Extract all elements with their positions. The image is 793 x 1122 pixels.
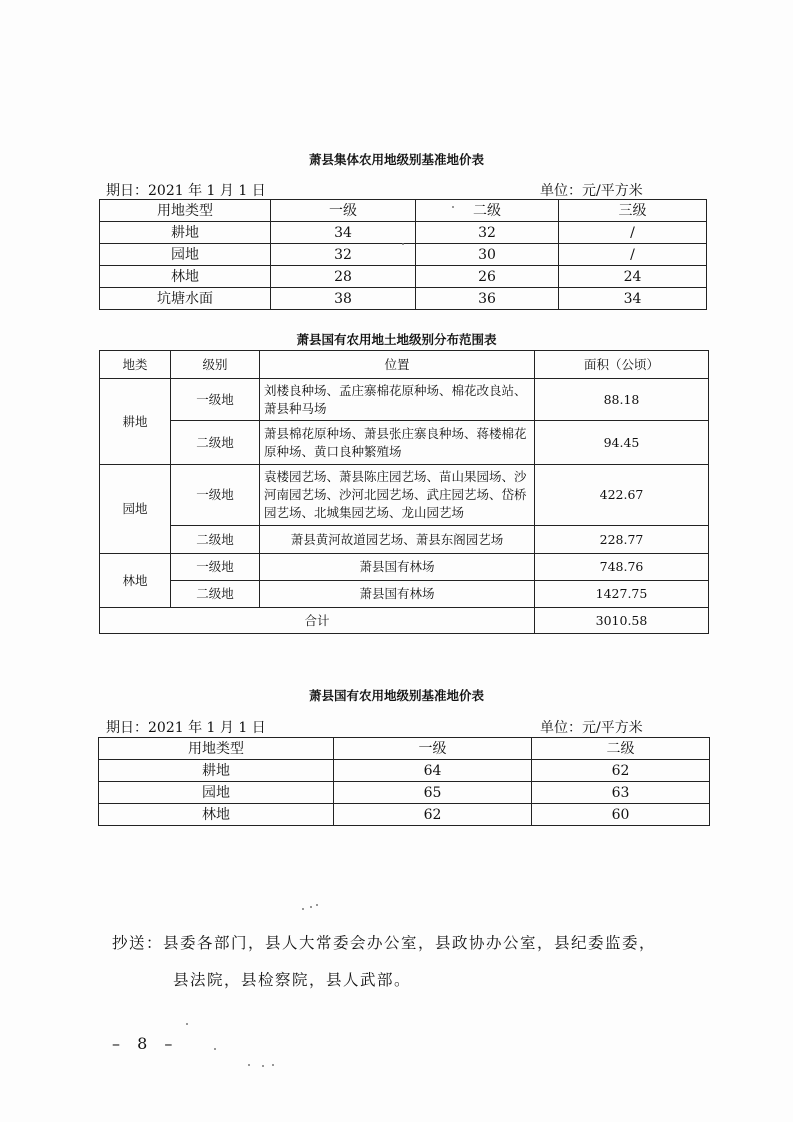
location-cell: 萧县国有林场 (260, 554, 535, 581)
table1 (99, 199, 707, 310)
scan-speck (186, 1023, 188, 1025)
table1-unit: 单位：元/平方米 (540, 183, 643, 199)
table-cell: 26 (416, 266, 559, 288)
table-cell: 30 (416, 244, 559, 266)
table-cell: 32 (271, 244, 416, 266)
table-cell: 60 (532, 804, 710, 826)
table-cell: 36 (416, 288, 559, 310)
scan-speck (262, 1065, 264, 1067)
scan-speck (272, 1064, 274, 1066)
table-row (100, 266, 707, 288)
area-cell: 748.76 (535, 554, 709, 581)
table2-header-row (100, 351, 709, 379)
table-cell: 64 (334, 760, 532, 782)
table-cell: 园地 (100, 244, 271, 266)
table2-header: 地类 (100, 351, 171, 379)
scan-speck (248, 1064, 250, 1066)
area-cell: 228.77 (535, 526, 709, 554)
table3-header-row (99, 738, 710, 760)
table-row (99, 804, 710, 826)
table-cell: 65 (334, 782, 532, 804)
table-row (100, 244, 707, 266)
table-row (100, 554, 709, 581)
table1-title: 萧县集体农用地级别基准地价表 (308, 152, 484, 167)
table-row (100, 526, 709, 554)
page-number: – 8 – (112, 1034, 179, 1053)
location-cell: 刘楼良种场、孟庄寨棉花原种场、棉花改良站、萧县种马场 (260, 379, 535, 421)
area-cell: 94.45 (535, 421, 709, 465)
land-type-cell: 园地 (100, 465, 171, 554)
table-cell: 坑塘水面 (100, 288, 271, 310)
table-row (100, 581, 709, 608)
cc-recipients-line2: 县法院，县检察院，县人武部。 (173, 971, 412, 989)
table3-unit: 单位：元/平方米 (540, 720, 643, 736)
table-cell: 62 (334, 804, 532, 826)
scan-speck (302, 908, 304, 910)
table-cell: 38 (271, 288, 416, 310)
total-label: 合计 (100, 608, 535, 634)
level-cell: 二级地 (171, 581, 260, 608)
area-cell: 422.67 (535, 465, 709, 526)
table1-header: 三级 (559, 200, 707, 222)
table1-header: 一级 (271, 200, 416, 222)
table2-header: 级别 (171, 351, 260, 379)
cc-label: 抄送： (112, 934, 164, 952)
table-cell: 林地 (100, 266, 271, 288)
table3-header: 二级 (532, 738, 710, 760)
table-cell: 耕地 (100, 222, 271, 244)
table-cell: 62 (532, 760, 710, 782)
table2-header: 面积（公顷） (535, 351, 709, 379)
scan-speck (310, 906, 312, 908)
scan-speck (214, 1048, 216, 1050)
table-cell: 32 (416, 222, 559, 244)
area-cell: 88.18 (535, 379, 709, 421)
location-cell: 萧县棉花原种场、萧县张庄寨良种场、蒋楼棉花原种场、黄口良种繁殖场 (260, 421, 535, 465)
table-row (100, 421, 709, 465)
table-cell: 园地 (99, 782, 334, 804)
land-type-cell: 耕地 (100, 379, 171, 465)
table-cell: 34 (559, 288, 707, 310)
table3 (98, 737, 710, 826)
cc-block (112, 925, 656, 962)
table1-header: 二级 (416, 200, 559, 222)
table-cell: 24 (559, 266, 707, 288)
table-cell: 63 (532, 782, 710, 804)
level-cell: 二级地 (171, 421, 260, 465)
table-row (100, 222, 707, 244)
location-cell: 萧县黄河故道园艺场、萧县东阁园艺场 (260, 526, 535, 554)
location-cell: 袁楼园艺场、萧县陈庄园艺场、苗山果园场、沙河南园艺场、沙河北园艺场、武庄园艺场、岱桥园艺场、北城集园艺场、龙山园艺场 (260, 465, 535, 526)
table-row (100, 379, 709, 421)
table3-header: 一级 (334, 738, 532, 760)
table3-header: 用地类型 (99, 738, 334, 760)
table-cell: 耕地 (99, 760, 334, 782)
table-cell: 林地 (99, 804, 334, 826)
cc-recipients-line1: 县委各部门，县人大常委会办公室，县政协办公室，县纪委监委， (163, 934, 657, 952)
area-cell: 1427.75 (535, 581, 709, 608)
table-row (100, 288, 707, 310)
table2-header: 位置 (260, 351, 535, 379)
table-cell: 34 (271, 222, 416, 244)
table-cell: / (559, 222, 707, 244)
table-cell: 28 (271, 266, 416, 288)
location-cell: 萧县国有林场 (260, 581, 535, 608)
scan-speck (316, 904, 318, 906)
scan-speck (452, 206, 454, 208)
level-cell: 一级地 (171, 465, 260, 526)
table2 (99, 350, 709, 634)
land-type-cell: 林地 (100, 554, 171, 608)
table3-title: 萧县国有农用地级别基准地价表 (308, 688, 484, 703)
level-cell: 一级地 (171, 554, 260, 581)
table3-date: 期日：2021 年 1 月 1 日 (106, 720, 266, 736)
scan-speck (402, 243, 404, 245)
level-cell: 一级地 (171, 379, 260, 421)
table2-total-row (100, 608, 709, 634)
table-cell: / (559, 244, 707, 266)
table2-title: 萧县国有农用地土地级别分布范围表 (296, 332, 497, 347)
table1-header-row (100, 200, 707, 222)
table-row (100, 465, 709, 526)
table-row (99, 760, 710, 782)
table1-header: 用地类型 (100, 200, 271, 222)
total-value: 3010.58 (535, 608, 709, 634)
table-row (99, 782, 710, 804)
level-cell: 二级地 (171, 526, 260, 554)
table1-date: 期日：2021 年 1 月 1 日 (106, 183, 266, 199)
